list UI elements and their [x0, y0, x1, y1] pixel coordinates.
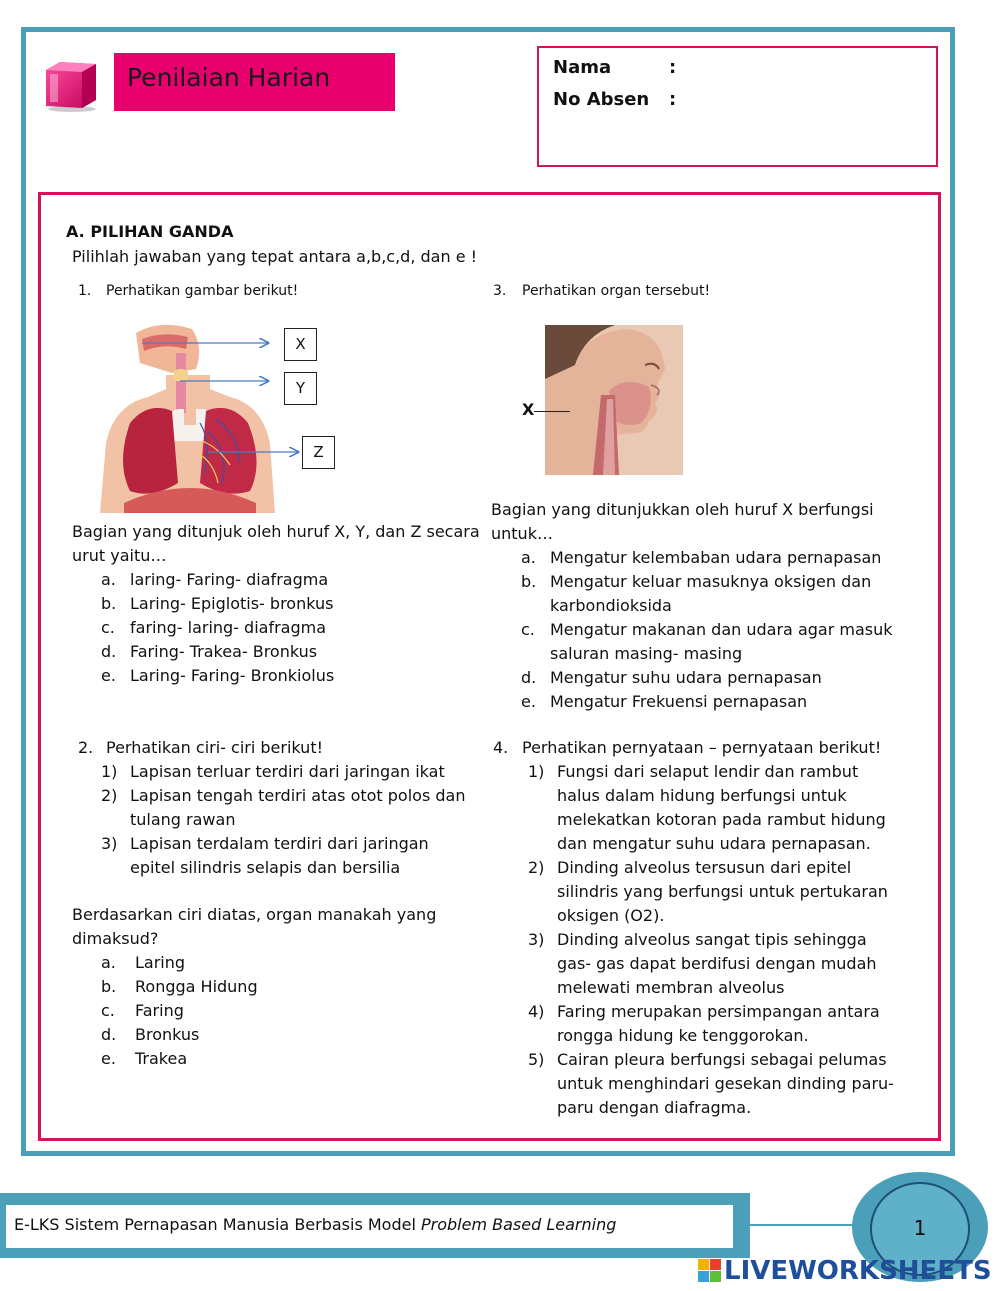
q1-option-d[interactable]: Faring- Trakea- Bronkus	[130, 642, 318, 661]
q4-number: 4.	[493, 738, 509, 757]
liveworksheets-logo-icon	[698, 1259, 722, 1283]
q1-number: 1.	[78, 283, 92, 299]
q2-option-d[interactable]: Bronkus	[135, 1025, 200, 1044]
q2-option-e-letter: e.	[101, 1049, 116, 1068]
q3-option-e-letter: e.	[521, 692, 536, 711]
q3-option-b-letter: b.	[521, 572, 537, 591]
q2-item3-number: 3)	[101, 834, 118, 853]
title-banner	[114, 53, 395, 111]
q2-item3: Lapisan terdalam terdiri dari jaringan	[130, 834, 429, 853]
q2-item3-cont: epitel silindris selapis dan bersilia	[130, 858, 401, 877]
q2-prompt: Perhatikan ciri- ciri berikut!	[106, 738, 323, 757]
q4-item1-line4: dan mengatur suhu udara pernapasan.	[557, 834, 871, 853]
q1-option-e[interactable]: Laring- Faring- Bronkiolus	[130, 666, 335, 685]
head-throat-illustration	[545, 325, 683, 475]
q1-option-a-letter: a.	[101, 570, 116, 589]
name-field[interactable]	[690, 57, 920, 83]
q1-label-y: Y	[284, 372, 317, 405]
q4-prompt: Perhatikan pernyataan – pernyataan berikut!	[522, 738, 882, 757]
q4-item2-number: 2)	[528, 858, 545, 877]
q2-item1-number: 1)	[101, 762, 118, 781]
cube-logo-icon	[40, 58, 100, 113]
q3-image-label-x: X	[522, 400, 535, 419]
q2-stem-line2: dimaksud?	[72, 929, 159, 948]
q3-number: 3.	[493, 283, 507, 299]
q1-prompt: Perhatikan gambar berikut!	[106, 283, 299, 299]
absen-field[interactable]	[690, 89, 920, 115]
q4-item5-number: 5)	[528, 1050, 545, 1069]
q1-stem-line2: urut yaitu…	[72, 546, 167, 565]
q4-item2-line2: silindris yang berfungsi untuk pertukaran	[557, 882, 888, 901]
footer-connector	[750, 1224, 860, 1226]
q4-item5-line1: Cairan pleura berfungsi sebagai pelumas	[557, 1050, 887, 1069]
page-title: Penilaian Harian	[127, 63, 331, 92]
q4-item1-number: 1)	[528, 762, 545, 781]
q2-option-c-letter: c.	[101, 1001, 115, 1020]
q2-option-a-letter: a.	[101, 953, 116, 972]
liveworksheets-brand[interactable]: LIVEWORKSHEETS	[724, 1256, 992, 1286]
q3-option-d-letter: d.	[521, 668, 537, 687]
q3-prompt: Perhatikan organ tersebut!	[522, 283, 711, 299]
q3-pointer-line	[534, 411, 570, 412]
q3-option-c[interactable]: Mengatur makanan dan udara agar masuk	[550, 620, 893, 639]
q3-option-b-cont[interactable]: karbondioksida	[550, 596, 672, 615]
q2-stem-line1: Berdasarkan ciri diatas, organ manakah yang	[72, 905, 437, 924]
q1-option-b-letter: b.	[101, 594, 117, 613]
q2-item2: Lapisan tengah terdiri atas otot polos dan	[130, 786, 466, 805]
q1-label-x: X	[284, 328, 317, 361]
q3-option-c-letter: c.	[521, 620, 535, 639]
q4-item3-line2: gas- gas dapat berdifusi dengan mudah	[557, 954, 877, 973]
q4-item4-line1: Faring merupakan persimpangan antara	[557, 1002, 880, 1021]
q4-item1-line3: melekatkan kotoran pada rambut hidung	[557, 810, 886, 829]
q1-stem-line1: Bagian yang ditunjuk oleh huruf X, Y, dan Z secara	[72, 522, 480, 541]
absen-colon: :	[669, 89, 677, 110]
q4-item5-line2: untuk menghindari gesekan dinding paru-	[557, 1074, 894, 1093]
name-label: Nama	[553, 57, 612, 78]
q1-option-c[interactable]: faring- laring- diafragma	[130, 618, 327, 637]
q2-option-e[interactable]: Trakea	[135, 1049, 188, 1068]
q2-option-b-letter: b.	[101, 977, 117, 996]
name-colon: :	[669, 57, 677, 78]
footer-text-plain: E-LKS Sistem Pernapasan Manusia Berbasis Model	[14, 1215, 421, 1234]
q1-option-a[interactable]: laring- Faring- diafragma	[130, 570, 329, 589]
q1-option-e-letter: e.	[101, 666, 116, 685]
q2-option-d-letter: d.	[101, 1025, 117, 1044]
q3-option-c-cont[interactable]: saluran masing- masing	[550, 644, 743, 663]
q3-option-b[interactable]: Mengatur keluar masuknya oksigen dan	[550, 572, 872, 591]
q4-item1-line2: halus dalam hidung berfungsi untuk	[557, 786, 847, 805]
q4-item4-number: 4)	[528, 1002, 545, 1021]
section-heading: A. PILIHAN GANDA	[66, 222, 234, 241]
q2-number: 2.	[78, 738, 94, 757]
q2-option-c[interactable]: Faring	[135, 1001, 184, 1020]
absen-label: No Absen	[553, 89, 650, 110]
section-instruction: Pilihlah jawaban yang tepat antara a,b,c,d, dan e !	[72, 247, 478, 266]
q1-option-b[interactable]: Laring- Epiglotis- bronkus	[130, 594, 334, 613]
q2-item1: Lapisan terluar terdiri dari jaringan ikat	[130, 762, 445, 781]
q3-option-a[interactable]: Mengatur kelembaban udara pernapasan	[550, 548, 882, 567]
q4-item5-line3: paru dengan diafragma.	[557, 1098, 752, 1117]
q3-option-e[interactable]: Mengatur Frekuensi pernapasan	[550, 692, 808, 711]
q4-item4-line2: rongga hidung ke tenggorokan.	[557, 1026, 809, 1045]
q2-item2-number: 2)	[101, 786, 118, 805]
q4-item3-line1: Dinding alveolus sangat tipis sehingga	[557, 930, 867, 949]
q2-option-b[interactable]: Rongga Hidung	[135, 977, 258, 996]
q3-option-d[interactable]: Mengatur suhu udara pernapasan	[550, 668, 822, 687]
q1-option-d-letter: d.	[101, 642, 117, 661]
q4-item3-line3: melewati membran alveolus	[557, 978, 785, 997]
q4-item2-line3: oksigen (O2).	[557, 906, 665, 925]
q1-option-c-letter: c.	[101, 618, 115, 637]
page-number: 1	[913, 1216, 927, 1240]
footer-text	[14, 1215, 616, 1234]
q3-stem-line1: Bagian yang ditunjukkan oleh huruf X berfungsi	[491, 500, 874, 519]
q2-item2-cont: tulang rawan	[130, 810, 236, 829]
q4-item2-line1: Dinding alveolus tersusun dari epitel	[557, 858, 852, 877]
q4-item3-number: 3)	[528, 930, 545, 949]
q2-option-a[interactable]: Laring	[135, 953, 186, 972]
footer-text-italic: Problem Based Learning	[421, 1215, 617, 1234]
q4-item1-line1: Fungsi dari selaput lendir dan rambut	[557, 762, 859, 781]
q1-label-z: Z	[302, 436, 335, 469]
q3-stem-line2: untuk…	[491, 524, 553, 543]
q3-option-a-letter: a.	[521, 548, 536, 567]
